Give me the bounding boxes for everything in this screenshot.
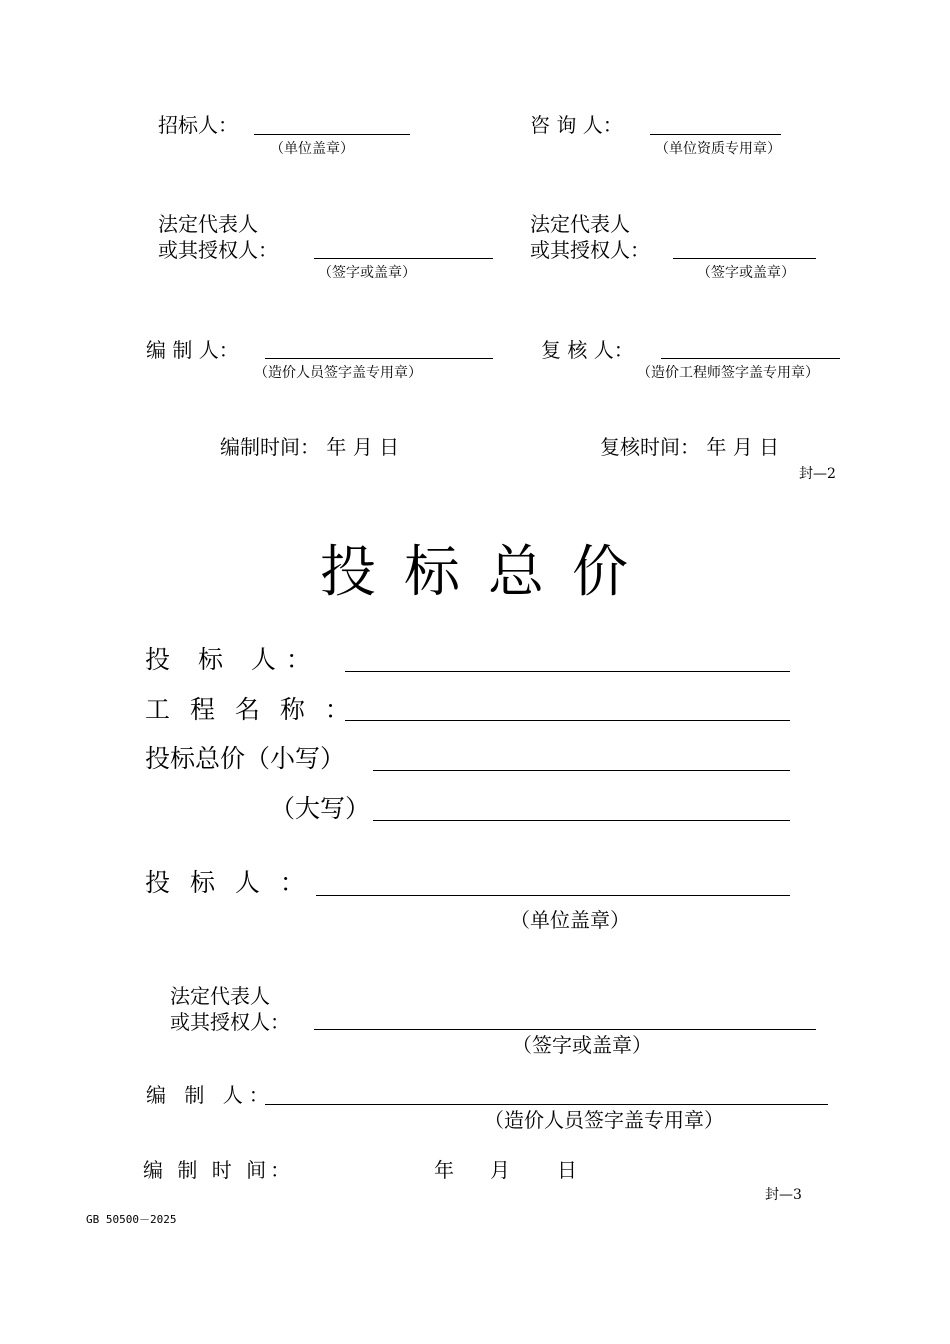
page-mark-3: 封—3 xyxy=(765,1187,802,1203)
compiler2-caption: （造价人员签字盖专用章） xyxy=(484,1108,724,1132)
legal-rep-right-line2: 或其授权人： xyxy=(530,238,650,262)
legal-rep-caption: （签字或盖章） xyxy=(512,1033,652,1057)
compiler2-line[interactable] xyxy=(265,1104,828,1105)
legal-rep-right-signature-line[interactable] xyxy=(673,258,816,259)
legal-rep-left-signature-line[interactable] xyxy=(314,258,493,259)
legal-rep-left-caption: （签字或盖章） xyxy=(318,265,416,281)
total-big-label: （大写） xyxy=(270,794,371,823)
total-small-label: 投标总价（小写） xyxy=(145,744,346,773)
reviewer-signature-line[interactable] xyxy=(661,358,840,359)
consultant-signature-line[interactable] xyxy=(650,134,781,135)
page-title: 投标总价 xyxy=(320,540,656,605)
page-mark-2: 封—2 xyxy=(799,466,836,482)
legal-rep-line[interactable] xyxy=(314,1029,816,1030)
project-name-label: 工 程 名 称 ： xyxy=(145,695,356,724)
compile-time2-year: 年 xyxy=(434,1158,454,1182)
bidder2-line[interactable] xyxy=(316,895,790,896)
compiler-caption: （造价人员签字盖专用章） xyxy=(254,365,422,381)
tenderer-caption: （单位盖章） xyxy=(270,141,354,157)
legal-rep-left-line2: 或其授权人： xyxy=(158,238,278,262)
bidder-line[interactable] xyxy=(345,671,790,672)
compiler-signature-line[interactable] xyxy=(265,358,493,359)
tenderer-label: 招标人： xyxy=(158,113,238,137)
compile-time2-label: 编 制 时 间： xyxy=(143,1158,295,1182)
bidder2-label: 投 标 人 ： xyxy=(145,868,311,897)
consultant-label: 咨 询 人： xyxy=(530,113,623,137)
legal-rep-left-line1: 法定代表人 xyxy=(158,212,258,236)
standard-footer: GB 50500－2025 xyxy=(86,1213,177,1226)
compile-time: 编制时间： 年 月 日 xyxy=(220,435,400,459)
tenderer-signature-line[interactable] xyxy=(254,134,410,135)
compiler2-label: 编 制 人： xyxy=(146,1083,275,1107)
legal-rep-line1: 法定代表人 xyxy=(170,984,270,1008)
legal-rep-right-line1: 法定代表人 xyxy=(530,212,630,236)
compile-time2-day: 日 xyxy=(557,1158,577,1182)
consultant-caption: （单位资质专用章） xyxy=(655,141,781,157)
legal-rep-right-caption: （签字或盖章） xyxy=(697,265,795,281)
legal-rep-line2: 或其授权人： xyxy=(170,1010,290,1034)
compiler-label: 编 制 人： xyxy=(146,338,239,362)
total-big-line[interactable] xyxy=(373,820,790,821)
bidder-label: 投 标 人： xyxy=(145,645,321,674)
compile-time2-month: 月 xyxy=(490,1158,510,1182)
total-small-line[interactable] xyxy=(373,770,790,771)
reviewer-label: 复 核 人： xyxy=(541,338,634,362)
reviewer-caption: （造价工程师签字盖专用章） xyxy=(637,365,819,381)
project-name-line[interactable] xyxy=(345,720,790,721)
review-time: 复核时间： 年 月 日 xyxy=(600,435,780,459)
bidder2-caption: （单位盖章） xyxy=(510,908,630,932)
